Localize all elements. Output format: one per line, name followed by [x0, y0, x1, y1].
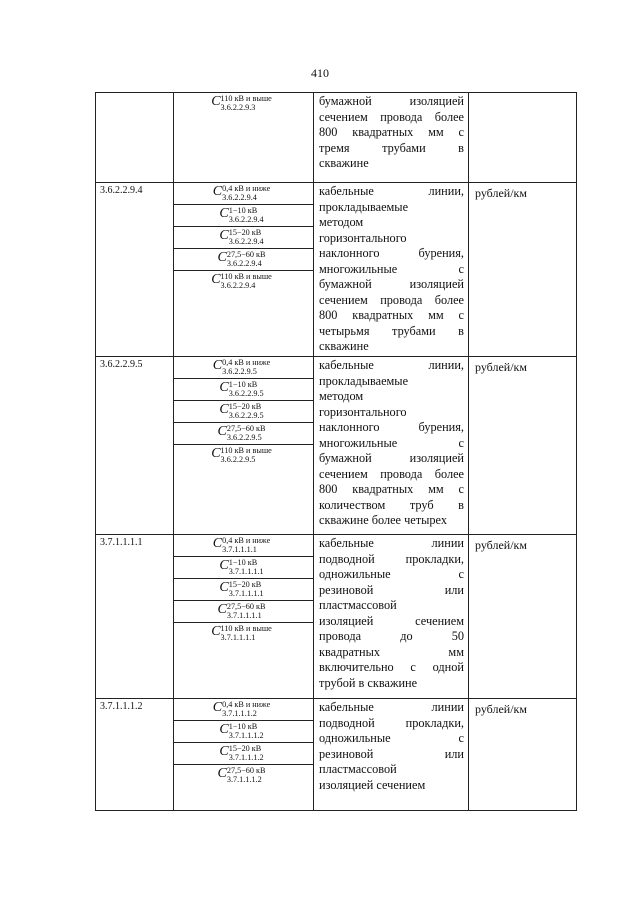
row-description [314, 699, 469, 811]
formula-cell [174, 183, 314, 357]
description-line: наклонного бурения, [319, 420, 464, 434]
row-unit: рублей/км [469, 535, 577, 699]
formula-subscript: 3.7.1.1.1.1 [226, 611, 262, 620]
description-line: 800 квадратных мм с [319, 125, 464, 139]
description-line: подводной прокладки, [319, 551, 464, 566]
formula-symbol: C [219, 228, 229, 244]
formula-superscript: 0,4 кВ и ниже [222, 358, 271, 367]
description-line: методом [319, 389, 364, 403]
description-line: провода до 50 [319, 629, 464, 643]
row-code: 3.7.1.1.1.1 [96, 535, 174, 699]
row-code: 3.7.1.1.1.2 [96, 699, 174, 811]
description-line: кабельные линии [319, 700, 464, 714]
description-line: резиновой или [319, 746, 464, 761]
description-line: многожильные с [319, 435, 464, 450]
description-line: изоляцией сечением [319, 613, 464, 628]
description-line: наклонного бурения, [319, 246, 464, 260]
rate-formula [174, 765, 313, 787]
formula-superscript: 1−10 кВ [228, 558, 258, 567]
row-description [314, 535, 469, 699]
formula-subscript: 3.7.1.1.1.1 [222, 545, 257, 554]
rate-formula [174, 249, 313, 271]
description-line: бумажной изоляцией [319, 277, 464, 291]
formula-symbol: C [219, 580, 229, 596]
formula-subscript: 3.7.1.1.1.2 [222, 709, 257, 718]
formula-symbol: C [217, 766, 227, 782]
formula-symbol: C [212, 184, 223, 200]
row-code: 3.6.2.2.9.5 [96, 357, 174, 535]
formula-subscript: 3.6.2.2.9.4 [228, 237, 264, 246]
rate-formula [174, 579, 313, 601]
rate-formula [174, 601, 313, 623]
formula-subscript: 3.7.1.1.1.1 [228, 589, 264, 598]
formula-superscript: 27,5−60 кВ [226, 602, 266, 611]
rate-formula [174, 623, 313, 645]
description-line: бумажной изоляцией [319, 451, 464, 465]
rate-formula [174, 401, 313, 423]
description-line: сечением провода более [319, 466, 464, 481]
description-line: одножильные с [319, 731, 464, 745]
rate-formula [174, 93, 313, 115]
rate-formula [174, 557, 313, 579]
description-line: методом [319, 215, 364, 229]
description-line: одножильные с [319, 567, 464, 581]
formula-subscript: 3.6.2.2.9.4 [228, 215, 264, 224]
description-line: скважине более четырех [319, 513, 447, 527]
rate-formula [174, 721, 313, 743]
formula-subscript: 3.6.2.2.9.5 [226, 433, 262, 442]
rate-formula [174, 535, 313, 557]
page-number: 410 [311, 66, 329, 80]
formula-superscript: 0,4 кВ и ниже [222, 184, 271, 193]
description-line: скважине [319, 156, 369, 170]
formula-superscript: 110 кВ и выше [220, 624, 272, 633]
row-unit [469, 93, 577, 183]
formula-subscript: 3.6.2.2.9.5 [222, 367, 257, 376]
formula-subscript: 3.6.2.2.9.5 [228, 389, 264, 398]
formula-symbol: C [219, 402, 229, 418]
formula-subscript: 3.7.1.1.1.2 [226, 775, 262, 784]
rate-formula [174, 227, 313, 249]
description-line: кабельные линии [319, 536, 464, 550]
description-line: 800 квадратных мм с [319, 482, 464, 496]
formula-superscript: 15−20 кВ [228, 228, 262, 237]
description-line: сечением провода более [319, 292, 464, 307]
row-description [314, 93, 469, 183]
rate-formula [174, 183, 313, 205]
rate-formula [174, 423, 313, 445]
description-line: горизонтального [319, 230, 407, 245]
rate-formula [174, 699, 313, 721]
formula-superscript: 110 кВ и выше [220, 272, 272, 281]
formula-superscript: 1−10 кВ [228, 380, 258, 389]
table-row [96, 183, 577, 357]
formula-subscript: 3.6.2.2.9.4 [226, 259, 262, 268]
formula-symbol: C [219, 558, 229, 574]
formula-superscript: 1−10 кВ [228, 206, 258, 215]
formula-symbol: C [212, 536, 223, 552]
row-unit: рублей/км [469, 357, 577, 535]
formula-symbol: C [217, 250, 227, 266]
formula-subscript: 3.7.1.1.1.1 [220, 633, 256, 642]
formula-symbol: C [219, 206, 229, 222]
description-line: горизонтального [319, 404, 407, 419]
formula-superscript: 1−10 кВ [228, 722, 258, 731]
description-line: количеством труб в [319, 497, 464, 512]
formula-subscript: 3.7.1.1.1.1 [228, 567, 264, 576]
description-line: квадратных мм [319, 644, 464, 659]
formula-symbol: C [217, 602, 227, 618]
formula-cell [174, 357, 314, 535]
formula-superscript: 0,4 кВ и ниже [222, 536, 271, 545]
row-description [314, 357, 469, 535]
row-unit: рублей/км [469, 699, 577, 811]
rate-formula [174, 205, 313, 227]
description-line: 800 квадратных мм с [319, 308, 464, 322]
formula-symbol: C [211, 624, 221, 640]
description-line: подводной прокладки, [319, 715, 464, 730]
row-description [314, 183, 469, 357]
formula-cell [174, 93, 314, 183]
formula-superscript: 15−20 кВ [228, 744, 262, 753]
formula-subscript: 3.7.1.1.1.2 [228, 753, 264, 762]
formula-symbol: C [217, 424, 227, 440]
formula-subscript: 3.6.2.2.9.4 [222, 193, 257, 202]
row-code: 3.6.2.2.9.4 [96, 183, 174, 357]
rate-formula [174, 743, 313, 765]
formula-symbol: C [219, 722, 229, 738]
description-line: многожильные с [319, 261, 464, 276]
formula-superscript: 0,4 кВ и ниже [222, 700, 271, 709]
row-unit: рублей/км [469, 183, 577, 357]
formula-symbol: C [211, 446, 221, 462]
description-line: прокладываемые [319, 373, 409, 388]
formula-superscript: 15−20 кВ [228, 580, 262, 589]
description-line: сечением провода более [319, 109, 464, 124]
description-line: резиновой или [319, 582, 464, 597]
table-row [96, 93, 577, 183]
description-line: тремя трубами в [319, 140, 464, 155]
formula-symbol: C [212, 700, 223, 716]
table-row [96, 535, 577, 699]
table-row [96, 357, 577, 535]
formula-cell [174, 699, 314, 811]
rate-formula [174, 271, 313, 293]
description-line: трубой в скважине [319, 675, 418, 690]
formula-symbol: C [219, 380, 229, 396]
table-row [96, 699, 577, 811]
description-line: бумажной изоляцией [319, 94, 464, 108]
formula-superscript: 27,5−60 кВ [226, 424, 266, 433]
description-line: четырьмя трубами в [319, 323, 464, 338]
rate-formula [174, 445, 313, 467]
formula-subscript: 3.7.1.1.1.2 [228, 731, 264, 740]
formula-superscript: 110 кВ и выше [220, 446, 272, 455]
formula-superscript: 110 кВ и выше [220, 94, 272, 103]
formula-subscript: 3.6.2.2.9.4 [220, 281, 256, 290]
description-line: пластмассовой [319, 762, 397, 776]
formula-subscript: 3.6.2.2.9.5 [228, 411, 264, 420]
formula-symbol: C [211, 94, 221, 110]
description-line: включительно с одной [319, 660, 464, 674]
description-line: кабельные линии, [319, 358, 464, 372]
formula-symbol: C [219, 744, 229, 760]
formula-subscript: 3.6.2.2.9.3 [220, 103, 256, 112]
description-line: прокладываемые [319, 199, 409, 214]
formula-superscript: 15−20 кВ [228, 402, 262, 411]
formula-cell [174, 535, 314, 699]
row-code [96, 93, 174, 183]
description-line: кабельные линии, [319, 184, 464, 198]
rate-formula [174, 379, 313, 401]
formula-superscript: 27,5−60 кВ [226, 250, 266, 259]
formula-symbol: C [212, 358, 223, 374]
description-line: изоляцией сечением [319, 777, 426, 792]
description-line: пластмассовой [319, 598, 397, 612]
formula-symbol: C [211, 272, 221, 288]
description-line: скважине [319, 339, 369, 353]
rate-formula [174, 357, 313, 379]
formula-subscript: 3.6.2.2.9.5 [220, 455, 256, 464]
formula-superscript: 27,5−60 кВ [226, 766, 266, 775]
tariff-table [95, 92, 577, 811]
